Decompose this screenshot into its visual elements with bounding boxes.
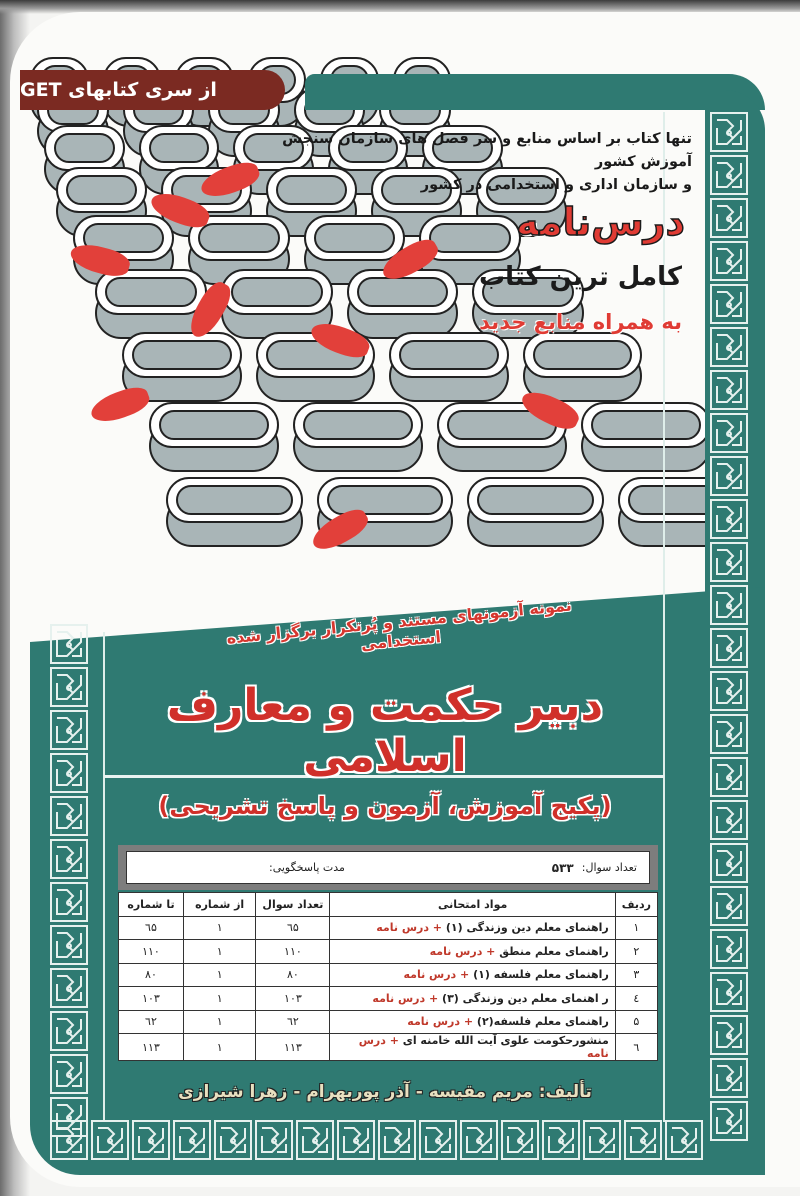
new-sources-tagline: به همراه منابع جدید (479, 310, 682, 334)
series-tag: از سری کتابهای GET (20, 70, 285, 110)
subject-suffix: + درس نامه (407, 1015, 474, 1029)
tub-illustration (523, 332, 643, 396)
knot-ornament-icon (710, 1015, 748, 1055)
knot-ornament-icon (214, 1120, 252, 1160)
to-cell: ۸۰ (119, 963, 184, 987)
knot-ornament-icon (710, 456, 748, 496)
knot-ornament-icon (50, 925, 88, 965)
header-from: از شماره (183, 893, 255, 917)
knot-ornament-icon (710, 499, 748, 539)
knot-ornament-icon (50, 1011, 88, 1051)
tub-illustration (56, 167, 147, 216)
knot-ornament-icon (50, 1054, 88, 1094)
row-number: ۱ (615, 916, 657, 940)
knot-ornament-icon (583, 1120, 621, 1160)
knot-ornament-icon (50, 839, 88, 879)
tub-illustration (149, 402, 279, 472)
knot-ornament-icon (710, 628, 748, 668)
subject-suffix: + درس نامه (358, 1034, 609, 1060)
question-count-cell: ۱۰۳ (256, 987, 330, 1011)
from-cell: ۱ (183, 916, 255, 940)
knot-ornament-icon (710, 843, 748, 883)
subject-name: راهنمای معلم فلسفه (۱) (473, 968, 609, 982)
header-row-number: ردیف (615, 893, 657, 917)
to-cell: ٦۵ (119, 916, 184, 940)
knot-ornament-icon (91, 1120, 129, 1160)
table-row (119, 987, 658, 1011)
row-number: ۵ (615, 1010, 657, 1034)
top-teal-band (305, 74, 765, 110)
question-count-cell: ٦۲ (256, 1010, 330, 1034)
knot-ornament-icon (710, 370, 748, 410)
from-cell: ۱ (183, 1010, 255, 1034)
knot-ornament-icon (710, 155, 748, 195)
knot-ornament-icon (710, 327, 748, 367)
knot-ornament-icon (665, 1120, 703, 1160)
knot-ornament-icon (710, 284, 748, 324)
knot-ornament-icon (337, 1120, 375, 1160)
table-header-row (119, 893, 658, 917)
knot-ornament-icon (710, 112, 748, 152)
knot-ornament-icon (50, 753, 88, 793)
knot-ornament-icon (50, 624, 88, 664)
question-count-cell: ٦۵ (256, 916, 330, 940)
row-number: ٦ (615, 1034, 657, 1061)
knot-ornament-icon (710, 241, 748, 281)
subject-cell (330, 916, 615, 940)
knot-ornament-icon (710, 929, 748, 969)
fish-icon (87, 383, 152, 428)
knot-ornament-icon (710, 585, 748, 625)
knot-ornament-icon (710, 714, 748, 754)
knot-ornament-icon (419, 1120, 457, 1160)
duration-label: مدت پاسخگویی: (269, 861, 345, 874)
to-cell: ۱۱۰ (119, 940, 184, 964)
tub-illustration (293, 402, 423, 472)
knot-ornament-icon (710, 1101, 748, 1141)
tub-illustration (467, 477, 604, 551)
row-number: ۲ (615, 940, 657, 964)
book-cover (10, 12, 800, 1187)
tub-illustration (139, 125, 220, 168)
tub-illustration (221, 269, 333, 329)
subject-suffix: + درس نامه (372, 991, 439, 1005)
authors-line: تألیف: مریم مقیسه - آذر پوربهرام - زهرا شیرازی (178, 1082, 592, 1102)
subject-name: راهنمای معلم دین وزندگی (۱) (445, 921, 609, 935)
subjects-table (118, 892, 658, 1061)
knot-ornament-icon (132, 1120, 170, 1160)
tub-illustration (166, 477, 303, 551)
knot-ornament-icon (501, 1120, 539, 1160)
row-number: ٤ (615, 987, 657, 1011)
subject-name: ر اهنمای معلم دین وزندگی (۳) (442, 991, 609, 1005)
row-number: ۳ (615, 963, 657, 987)
table-row (119, 1034, 658, 1061)
table-row (119, 963, 658, 987)
knot-ornament-icon (255, 1120, 293, 1160)
knot-ornament-icon (50, 968, 88, 1008)
from-cell: ۱ (183, 1034, 255, 1061)
to-cell: ٦۲ (119, 1010, 184, 1034)
knot-ornament-icon (378, 1120, 416, 1160)
table-row (119, 940, 658, 964)
knot-ornament-icon (710, 198, 748, 238)
sample-exams-tagline: نمونه آزمونهای مستند و پُرتکرار برگزار شده استخدامی (225, 595, 573, 654)
knot-ornament-icon (710, 1058, 748, 1098)
tub-illustration (581, 402, 711, 472)
right-ornament-column (710, 112, 748, 1141)
tub-illustration (347, 269, 459, 329)
subject-cell (330, 963, 615, 987)
tub-illustration (389, 332, 509, 396)
subject-cell (330, 987, 615, 1011)
tub-illustration (95, 269, 207, 329)
blurb-line-1: تنها کتاب بر اساس منابع و سر فصل های سازمان سنجش آموزش کشور (282, 131, 692, 170)
question-count (552, 861, 637, 875)
book-subtitle: (پکیج آموزش، آزمون و پاسخ تشریحی) (158, 792, 612, 820)
to-cell: ۱۱۳ (119, 1034, 184, 1061)
to-cell: ۱۰۳ (119, 987, 184, 1011)
book-title: دبیر حکمت و معارف اسلامی (166, 680, 604, 782)
knot-ornament-icon (710, 413, 748, 453)
knot-ornament-icon (460, 1120, 498, 1160)
knot-ornament-icon (710, 972, 748, 1012)
knot-ornament-icon (50, 667, 88, 707)
header-subject: مواد امتحانی (330, 893, 615, 917)
table-row (119, 916, 658, 940)
question-count-cell: ۱۱۳ (256, 1034, 330, 1061)
complete-book-heading: کامل ترین کتاب (478, 262, 682, 292)
knot-ornament-icon (50, 1120, 88, 1160)
question-count-cell: ۱۱۰ (256, 940, 330, 964)
question-count-label: تعداد سوال: (581, 860, 637, 874)
knot-ornament-icon (624, 1120, 662, 1160)
subject-cell (330, 940, 615, 964)
blurb-line-2: و سازمان اداری و استخدامی در کشور (420, 177, 692, 193)
knot-ornament-icon (50, 710, 88, 750)
knot-ornament-icon (710, 800, 748, 840)
knot-ornament-icon (710, 671, 748, 711)
subject-cell (330, 1034, 615, 1061)
subject-suffix: + درس نامه (403, 968, 470, 982)
knot-ornament-icon (173, 1120, 211, 1160)
exam-info-inner (126, 851, 650, 884)
table-row (119, 1010, 658, 1034)
from-cell: ۱ (183, 987, 255, 1011)
subject-cell (330, 1010, 615, 1034)
subject-name: راهنمای معلم منطق (499, 944, 609, 958)
knot-ornament-icon (542, 1120, 580, 1160)
subject-suffix: + درس نامه (429, 944, 496, 958)
from-cell: ۱ (183, 963, 255, 987)
question-count-value: ۵۳۳ (551, 860, 574, 875)
header-question-count: تعداد سوال (256, 893, 330, 917)
from-cell: ۱ (183, 940, 255, 964)
subject-name: راهنمای معلم فلسفه(۲) (476, 1015, 609, 1029)
subject-suffix: + درس نامه (376, 921, 443, 935)
tub-illustration (44, 125, 125, 168)
knot-ornament-icon (710, 542, 748, 582)
subject-name: منشورحکومت علوی آیت الله خامنه ای (402, 1034, 609, 1047)
header-to: تا شماره (119, 893, 184, 917)
knot-ornament-icon (710, 757, 748, 797)
knot-ornament-icon (710, 886, 748, 926)
left-ornament-column (50, 624, 88, 1137)
knot-ornament-icon (50, 796, 88, 836)
cover-blurb (232, 128, 692, 197)
knot-ornament-icon (50, 882, 88, 922)
question-count-cell: ۸۰ (256, 963, 330, 987)
bottom-ornament-row (50, 1120, 703, 1160)
knot-ornament-icon (296, 1120, 334, 1160)
exam-info-box (118, 845, 658, 890)
dars-name-heading: درس‌نامه (516, 200, 685, 244)
